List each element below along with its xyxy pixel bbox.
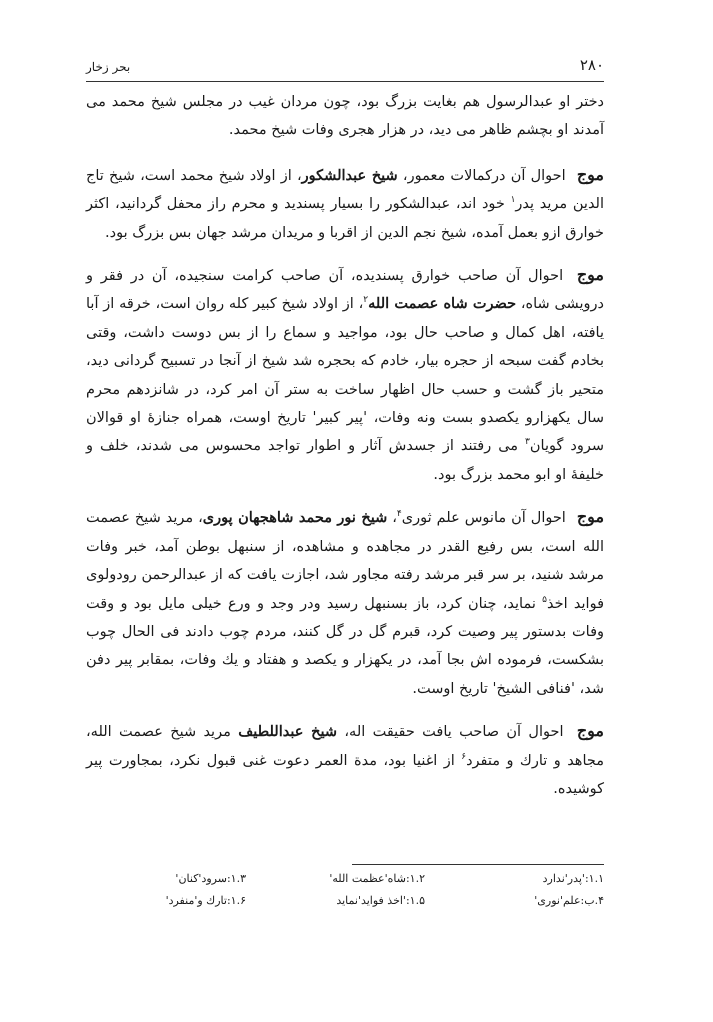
paragraph-text: احوال آن صاحب خوارق پسندیده، آن صاحب کرامت سنجیده، آن در فقر و درویشی شاه، — [86, 268, 604, 313]
footnotes — [86, 868, 604, 912]
section-marker: موج — [576, 164, 604, 184]
footnote: ۴.ب:علم'نوری' — [534, 894, 604, 907]
paragraph-text: ، — [387, 510, 397, 527]
paragraph-text: نماید، چنان کرد، باز بسنبهل رسید ودر وجد و ورع خیلی مایل بود و وقت وفات بدستور پیر وصیت کرد، قبرم گل در گل کنند، مردم چوب دادند فی الحال چوب بشکست، فرموده اش بجا آمد، در یکهزار و یکصد و هفتاد و یك وفات، بمقابر پیر دفن شد، 'فنافی الشیخ' تاریخ اوست. — [86, 595, 604, 697]
paragraph-text: مرید شیخ عصمت الله، مجاهد و تارك و متفرد — [86, 724, 605, 769]
footnote-row — [86, 890, 604, 912]
paragraph-text: احوال آن درکمالات معمور، — [397, 167, 566, 184]
paragraph — [86, 261, 604, 489]
paragraph-text: ، از اولاد شیخ کبیر کله روان است، خرقه از آبا یافته، اهل کمال و صاحب حال بود، مواجید و سماع را از بس دوست داشت، وقتی بخادم گفت سبحه از حجره بیار، خادم که بحجره شد شیخ از آنجا در تسبیح گردانی دید، متحیر باز گشت و حسب حال اظهار ساخت به ستر آن امر کرد، در شانزدهم محرم سال یکهزارو یکصدو بست ونه وفات، 'پیر کبیر' تاریخ اوست، همراه جنازهٔ او قوالان سرود گویان — [86, 296, 604, 455]
footnote-rule — [352, 864, 604, 865]
paragraph-text: احوال آن مانوس علم ثوری — [401, 510, 566, 527]
person-name: حضرت شاه عصمت الله — [368, 295, 517, 313]
paragraph-text: می رفتند از جسدش آثار و اطوار تواجد محسوس می شدند، خلف و خلیفهٔ او ابو محمد بزرگ بود. — [86, 438, 604, 483]
person-name: شیخ عبدالشکور — [301, 166, 398, 184]
paragraph-text: ، از اولاد شیخ محمد است، شیخ تاج الدین مرید پدر — [86, 167, 604, 213]
paragraph-text: دختر او عبدالرسول هم بغایت بزرگ بود، چون مردان غیب در مجلس شیخ محمد می آمدند او بچشم ظاهر می دید، در هزار هجری وفات شیخ محمد. — [86, 94, 604, 139]
footnote-ref[interactable]: ۳ — [525, 437, 530, 448]
paragraph — [86, 161, 604, 247]
footnote: ۱.۶:تارك و'منفرد' — [165, 894, 246, 907]
section-marker: موج — [576, 265, 604, 285]
paragraph-text: ، مرید شیخ عصمت الله است، بس رفیع القدر در مجاهده و مشاهده، از سنبهل بوطن آمد، خبر وفات مرشد شنید، بر سر قبر مرشد رفته مجاور شد، اجازت یافت که از عبدالرحمن رودولوی فواید اخذ — [86, 510, 605, 612]
footnote: ۱.۵:'اخذ فواید'نماید — [336, 894, 425, 907]
section-marker: موج — [576, 721, 604, 741]
footnote: ۱.۲:شاه'عظمت الله' — [329, 872, 425, 885]
person-name: شیخ عبداللطیف — [238, 723, 338, 741]
paragraph — [86, 717, 604, 803]
footnote-ref[interactable]: ۱ — [510, 195, 516, 206]
footnote: ۱.۳:سرود'کنان' — [175, 872, 246, 885]
section-marker: موج — [576, 507, 605, 527]
footnote-row — [86, 868, 604, 890]
footnote-ref[interactable]: ۶ — [461, 751, 467, 762]
running-title: بحر زخار — [86, 60, 131, 74]
page-header — [86, 52, 604, 82]
paragraph — [86, 503, 604, 703]
person-name: شیخ نور محمد شاهجهان پوری — [202, 509, 388, 527]
footnote: ۱.۱:'پدر'ندارد — [542, 872, 604, 885]
page — [86, 52, 604, 82]
footnote-ref[interactable]: ۴ — [396, 509, 402, 520]
footnote-ref[interactable]: ۵ — [542, 594, 548, 605]
paragraph-text: خود اند، عبدالشکور را بسیار پسندید و محرم راز محفل گردانید، اکثر خوارق ازو بعمل آمده، شیخ نجم الدین از اقربا و مریدان مرشد جهان بس بزرگ بود. — [86, 196, 604, 241]
main-text — [86, 88, 604, 817]
header-rule — [86, 81, 604, 82]
paragraph — [86, 88, 604, 145]
paragraph-text: احوال آن صاحب یافت حقیقت اله، — [337, 724, 564, 741]
footnote-ref[interactable]: ۲ — [363, 295, 369, 306]
paragraph-text: از اغنیا بود، مدة العمر دعوت غنی قبول نکرد، بمجاورت پیر کوشیده. — [86, 752, 604, 797]
page-number: ۲۸۰ — [579, 56, 604, 74]
